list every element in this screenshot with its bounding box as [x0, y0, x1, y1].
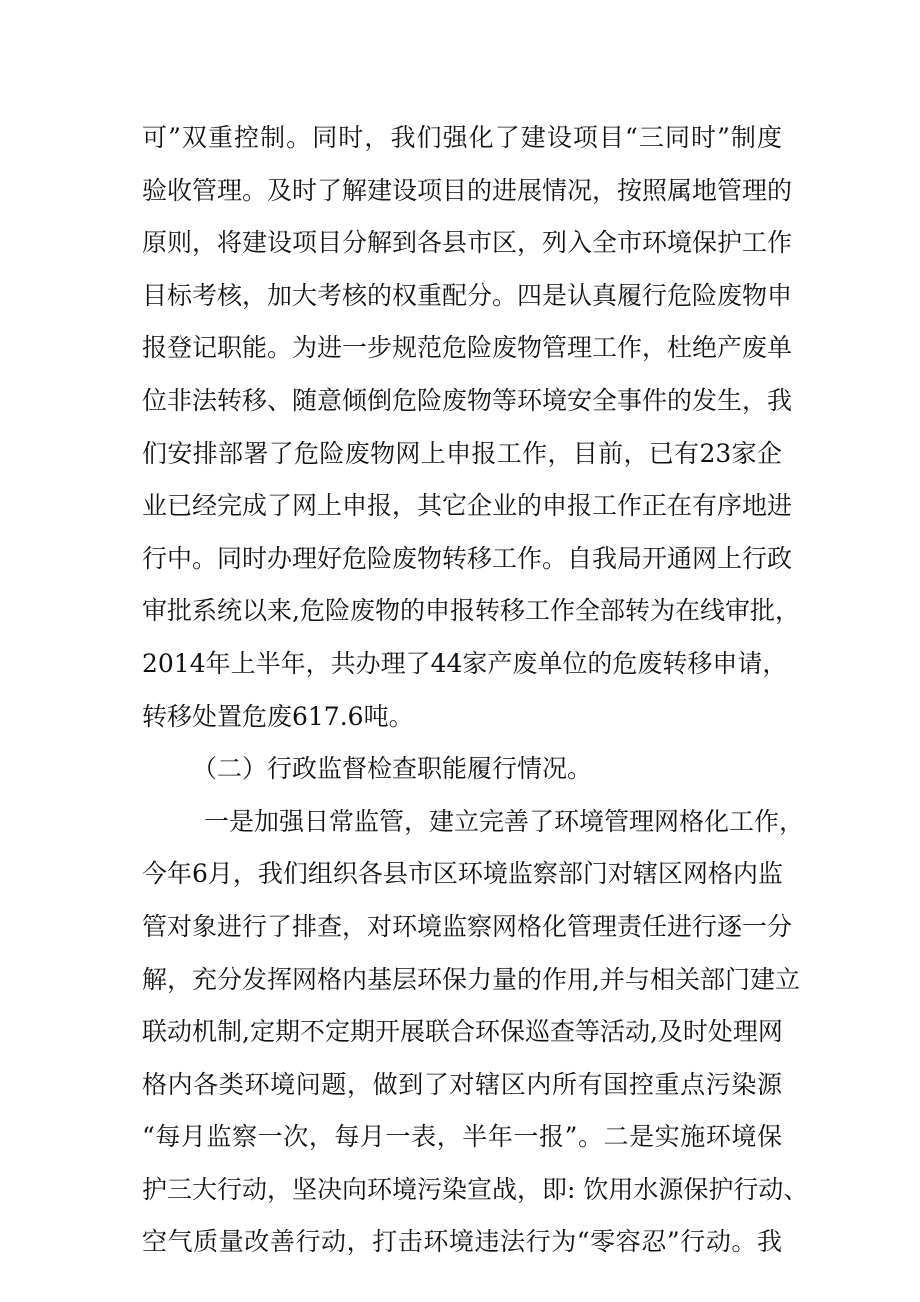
text-line: 转移处置危废617.6吨。	[142, 701, 414, 731]
text-line: 审批系统以来,危险废物的申报转移工作全部转为在线审批，	[142, 596, 800, 626]
section-heading: （二）行政监督检查职能履行情况。	[192, 754, 593, 784]
text-line: 可”双重控制。同时，我们强化了建设项目“三同时”制度	[142, 123, 782, 152]
text-line: 一是加强日常监管，建立完善了环境管理网格化工作，	[204, 806, 805, 836]
text-line: 行中。同时办理好危险废物转移工作。自我局开通网上行政	[142, 543, 793, 573]
text-line: 管对象进行了排查，对环境监察网格化管理责任进行逐一分	[142, 911, 793, 941]
text-line: 今年6月，我们组织各县市区环境监察部门对辖区网格内监	[142, 859, 783, 889]
text-line: 护三大行动，坚决向环境污染宣战，即: 饮用水源保护行动、	[142, 1174, 809, 1204]
text-line: 们安排部署了危险废物网上申报工作，目前，已有23家企	[142, 438, 782, 468]
text-line: 空气质量改善行动，打击环境违法行为“零容忍”行动。我	[142, 1227, 782, 1257]
text-line: 业已经完成了网上申报，其它企业的申报工作正在有序地进	[142, 491, 793, 521]
text-line: 验收管理。及时了解建设项目的进展情况，按照属地管理的	[142, 175, 793, 205]
text-line: 位非法转移、随意倾倒危险废物等环境安全事件的发生，我	[142, 385, 793, 415]
text-line: 联动机制,定期不定期开展联合环保巡查等活动,及时处理网	[142, 1017, 783, 1047]
text-line: 格内各类环境问题，做到了对辖区内所有国控重点污染源	[142, 1069, 782, 1099]
text-line: 目标考核，加大考核的权重配分。四是认真履行危险废物申	[142, 280, 793, 310]
text-line: “每月监察一次，每月一表，半年一报”。二是实施环境保	[142, 1122, 782, 1152]
document-body	[142, 112, 809, 1269]
text-line: 报登记职能。为进一步规范危险废物管理工作，杜绝产废单	[142, 333, 793, 363]
text-line: 2014年上半年，共办理了44家产废单位的危废转移申请，	[142, 648, 788, 678]
text-line: 解，充分发挥网格内基层环保力量的作用,并与相关部门建立	[142, 964, 800, 994]
text-line: 原则，将建设项目分解到各县市区，列入全市环境保护工作	[142, 228, 793, 258]
